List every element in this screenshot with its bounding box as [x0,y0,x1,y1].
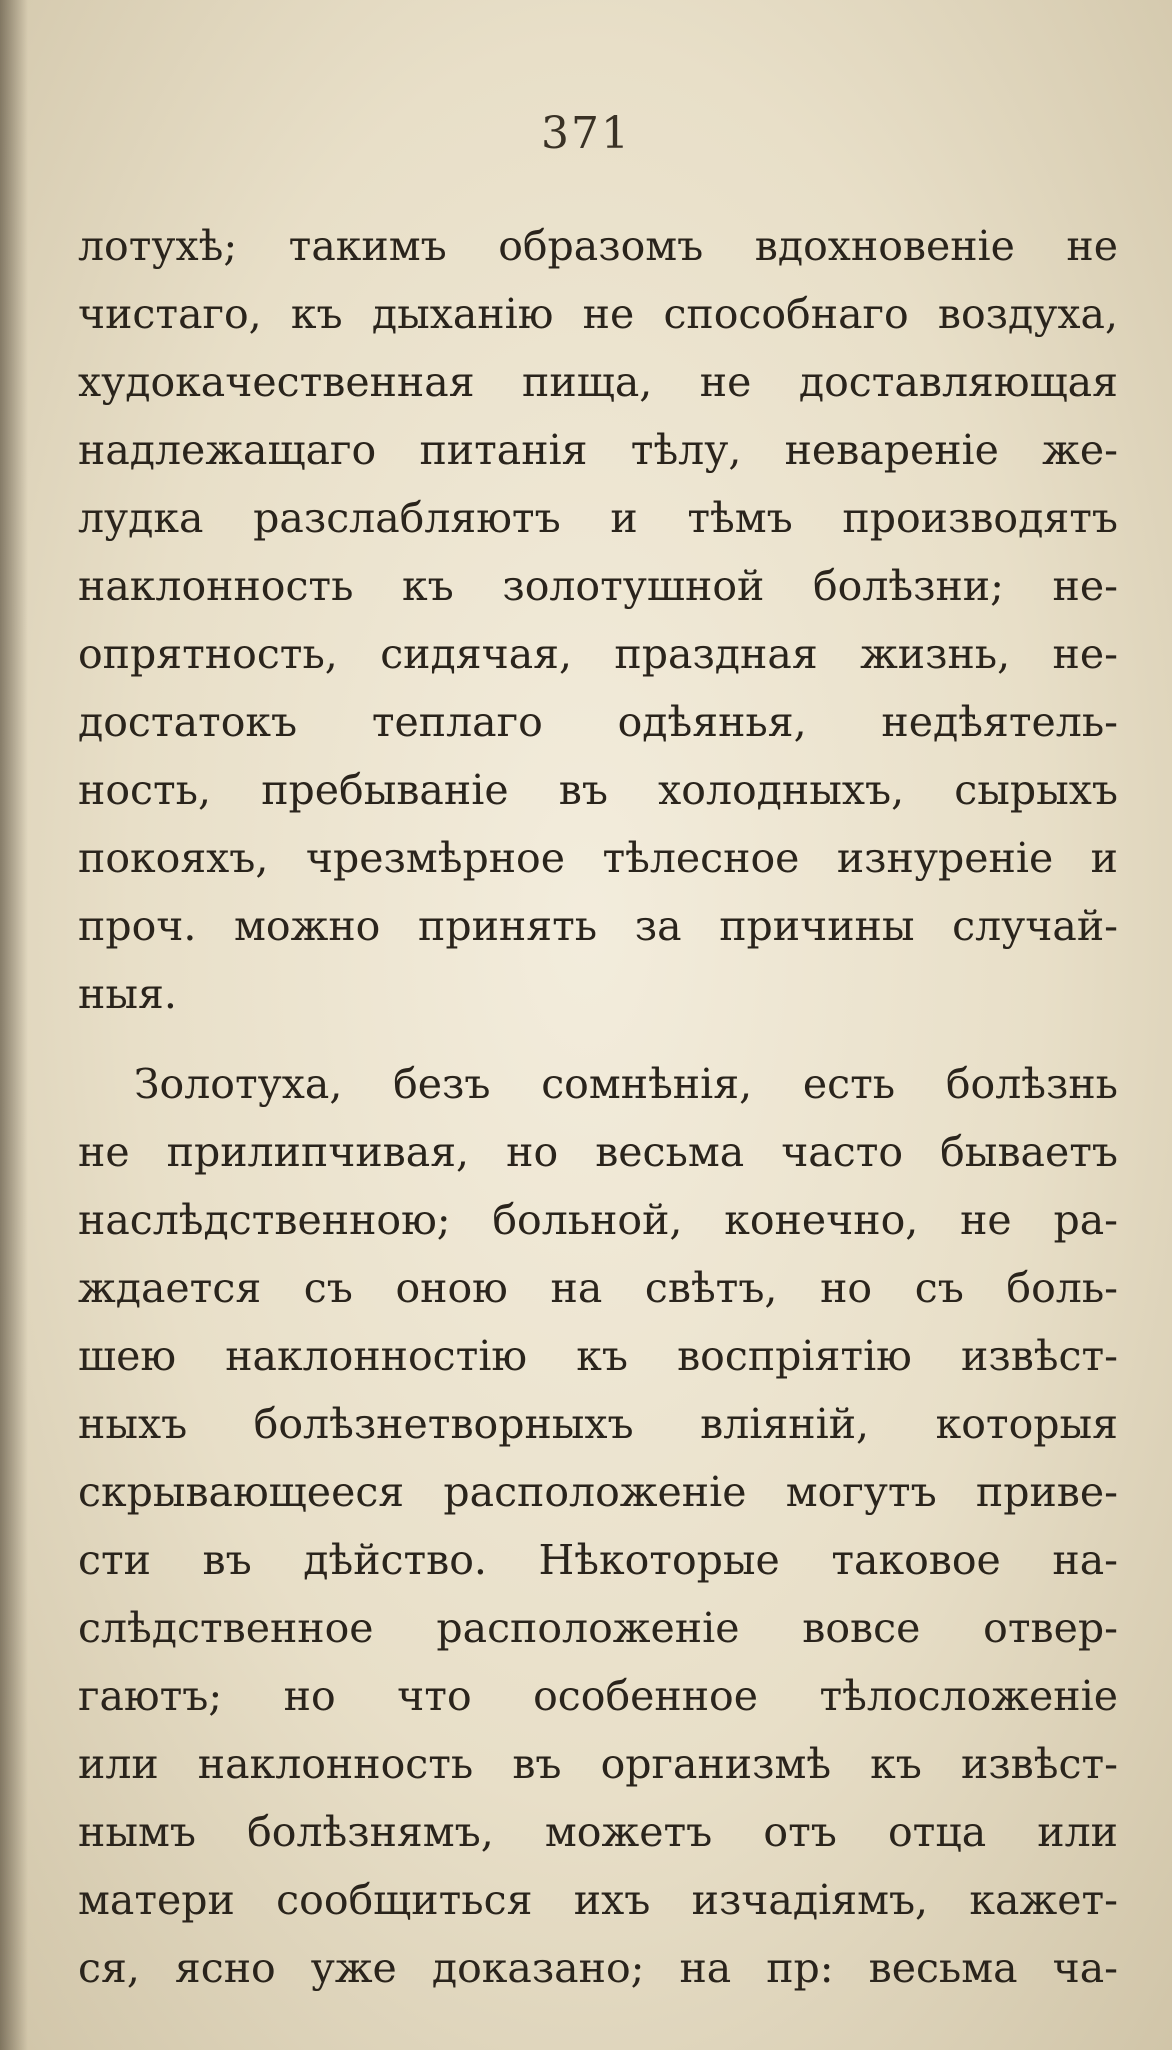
text-line: надлежащаго питанія тѣлу, невареніе же- [78,426,1118,474]
text-line: наклонность къ золотушной болѣзни; не- [78,562,1118,610]
text-line: наслѣдственною; больной, конечно, не ра- [78,1196,1118,1244]
text-line: шею наклонностію къ воспріятію извѣст- [78,1332,1118,1380]
paragraph-gap [78,1028,1118,1050]
text-line: Золотуха, безъ сомнѣнія, есть болѣзнь [134,1060,1118,1108]
text-line: достатокъ теплаго одѣянья, недѣятель- [78,698,1118,746]
text-line: проч. можно принять за причины случай- [78,902,1118,950]
body-text [78,212,1118,2002]
text-line: чистаго, къ дыханію не способнаго воздуха, [78,290,1118,338]
text-line: нымъ болѣзнямъ, можетъ отъ отца или [78,1808,1118,1856]
text-line: покояхъ, чрезмѣрное тѣлесное изнуреніе и [78,834,1118,882]
text-line: ныя. [78,970,177,1018]
text-line: лудка разслабляютъ и тѣмъ производятъ [78,494,1118,542]
text-line: слѣдственное расположеніе вовсе отвер- [78,1604,1118,1652]
page-number: 371 [541,108,631,159]
text-line: лотухѣ; такимъ образомъ вдохновеніе не [78,222,1118,270]
text-line: скрывающееся расположеніе могутъ приве- [78,1468,1118,1516]
paragraph-1 [78,212,1118,1028]
binding-shadow [0,0,28,2050]
text-line: сти въ дѣйство. Нѣкоторые таковое на- [78,1536,1118,1584]
text-line: гаютъ; но что особенное тѣлосложеніе [78,1672,1118,1720]
text-line: не прилипчивая, но весьма часто бываетъ [78,1128,1118,1176]
paragraph-2 [78,1050,1118,2002]
text-line: или наклонность въ организмѣ къ извѣст- [78,1740,1118,1788]
text-line: ныхъ болѣзнетворныхъ вліяній, которыя [78,1400,1118,1448]
text-line: ждается съ оною на свѣтъ, но съ боль- [78,1264,1118,1312]
text-line: матери сообщиться ихъ изчадіямъ, кажет- [78,1876,1118,1924]
text-line: опрятность, сидячая, праздная жизнь, не- [78,630,1118,678]
text-line: ность, пребываніе въ холодныхъ, сырыхъ [78,766,1118,814]
text-line: худокачественная пища, не доставляющая [78,358,1118,406]
text-line: ся, ясно уже доказано; на пр: весьма ча- [78,1944,1118,1992]
